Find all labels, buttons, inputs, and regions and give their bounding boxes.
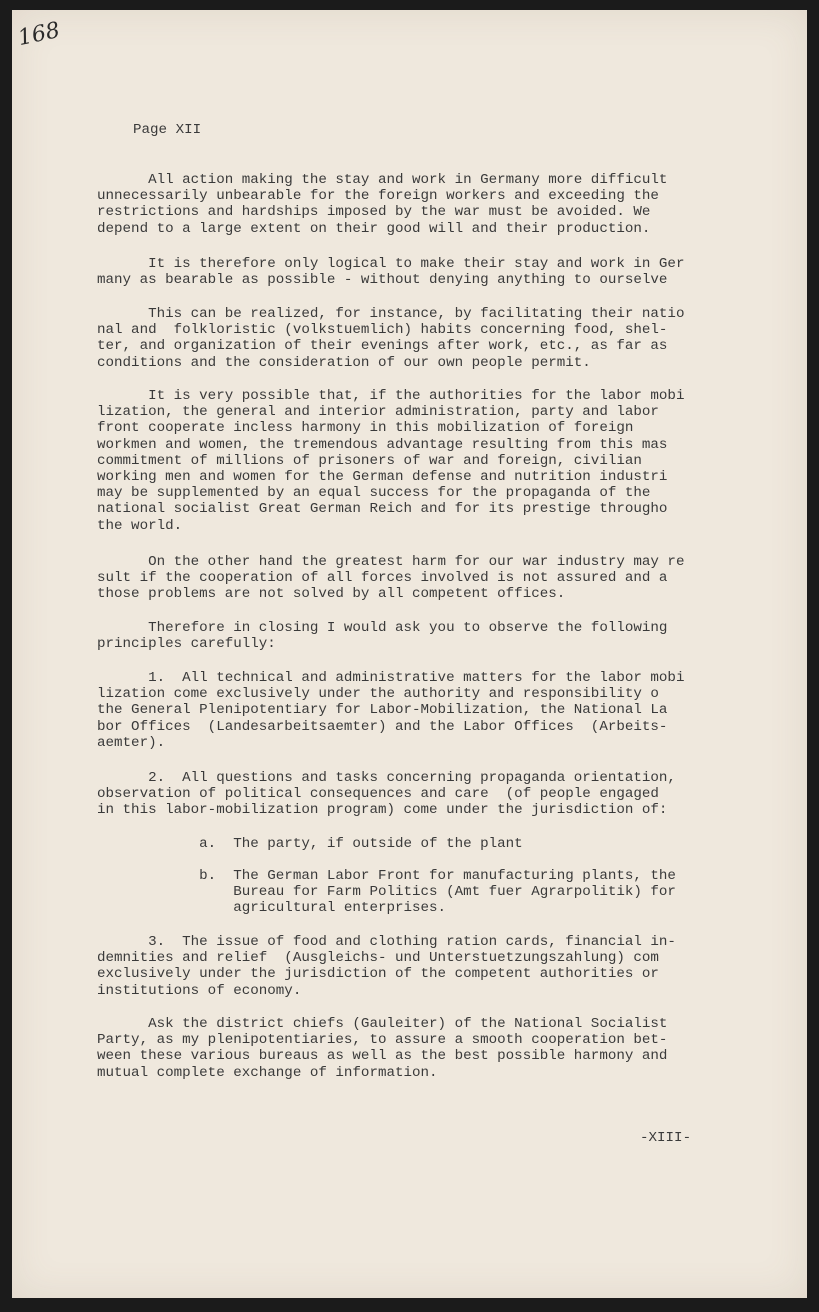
paragraph xyxy=(97,770,676,819)
paragraph xyxy=(97,1016,667,1081)
text-line: those problems are not solved by all competent offices. xyxy=(97,586,566,603)
text-line: working men and women for the German defense and nutrition industri xyxy=(97,468,668,485)
text-line: may be supplemented by an equal success for the propaganda of the xyxy=(97,485,651,502)
text-line: many as bearable as possible - without denying anything to ourselve xyxy=(97,272,668,289)
text-line: All action making the stay and work in Germany more difficult xyxy=(97,172,668,188)
paragraph xyxy=(97,620,667,652)
page-header: Page XII xyxy=(133,122,202,138)
paragraph xyxy=(97,670,684,751)
paragraph xyxy=(97,256,684,288)
text-line: 3. The issue of food and clothing ration cards, financial in- xyxy=(97,934,676,950)
text-line: 2. All questions and tasks concerning propaganda orientation, xyxy=(97,770,676,786)
paragraph xyxy=(97,554,684,603)
text-line: lization, the general and interior administration, party and labor xyxy=(97,404,659,421)
text-line: agricultural enterprises. xyxy=(97,900,447,917)
text-line: It is therefore only logical to make their stay and work in Ger xyxy=(97,256,685,272)
text-line: commitment of millions of prisoners of war and foreign, civilian xyxy=(97,452,642,469)
text-line: sult if the cooperation of all forces involved is not assured and a xyxy=(97,570,668,587)
text-line: Ask the district chiefs (Gauleiter) of the National Socialist xyxy=(97,1016,668,1032)
text-line: principles carefully: xyxy=(97,636,276,653)
paragraph xyxy=(97,934,676,999)
text-line: nal and folkloristic (volkstuemlich) habits concerning food, shel- xyxy=(97,322,668,339)
text-line: aemter). xyxy=(97,734,166,751)
text-line: national socialist Great German Reich and for its prestige througho xyxy=(97,501,668,518)
folio-number: 168 xyxy=(15,17,63,52)
text-line: demnities and relief (Ausgleichs- und Unterstuetzungszahlung) com xyxy=(97,950,659,967)
text-line: conditions and the consideration of our own people permit. xyxy=(97,354,591,371)
text-line: b. The German Labor Front for manufacturing plants, the xyxy=(97,868,676,884)
text-line: depend to a large extent on their good will and their production. xyxy=(97,220,651,237)
text-line: front cooperate incless harmony in this mobilization of foreign xyxy=(97,420,634,437)
next-page-marker: -XIII- xyxy=(640,1130,692,1146)
text-line: Therefore in closing I would ask you to observe the following xyxy=(97,620,668,636)
text-line: 1. All technical and administrative matters for the labor mobi xyxy=(97,670,685,686)
text-line: institutions of economy. xyxy=(97,982,302,999)
text-line: bor Offices (Landesarbeitsaemter) and the Labor Offices (Arbeits- xyxy=(97,718,668,735)
text-line: observation of political consequences and care (of people engaged xyxy=(97,786,659,803)
text-line: It is very possible that, if the authorities for the labor mobi xyxy=(97,388,685,404)
text-line: the General Plenipotentiary for Labor-Mobilization, the National La xyxy=(97,702,668,719)
text-line: Bureau for Farm Politics (Amt fuer Agrarpolitik) for xyxy=(97,884,676,901)
paragraph xyxy=(97,388,684,534)
text-line: lization come exclusively under the authority and responsibility o xyxy=(97,686,659,703)
text-line: workmen and women, the tremendous advantage resulting from this mas xyxy=(97,436,668,453)
paragraph xyxy=(97,868,676,917)
text-line: On the other hand the greatest harm for our war industry may re xyxy=(97,554,685,570)
text-line: ween these various bureaus as well as the best possible harmony and xyxy=(97,1048,668,1065)
text-line: exclusively under the jurisdiction of the competent authorities or xyxy=(97,966,659,983)
text-line: a. The party, if outside of the plant xyxy=(97,836,523,852)
text-line: ter, and organization of their evenings after work, etc., as far as xyxy=(97,338,668,355)
text-line: Party, as my plenipotentiaries, to assure a smooth cooperation bet- xyxy=(97,1032,668,1049)
text-line: the world. xyxy=(97,517,183,534)
paragraph xyxy=(97,836,523,852)
text-line: restrictions and hardships imposed by the war must be avoided. We xyxy=(97,204,651,221)
text-line: in this labor-mobilization program) come under the jurisdiction of: xyxy=(97,802,668,819)
text-line: unnecessarily unbearable for the foreign workers and exceeding the xyxy=(97,188,659,205)
paragraph xyxy=(97,172,667,237)
text-line: This can be realized, for instance, by facilitating their natio xyxy=(97,306,685,322)
paragraph xyxy=(97,306,684,371)
text-line: mutual complete exchange of information. xyxy=(97,1064,438,1081)
